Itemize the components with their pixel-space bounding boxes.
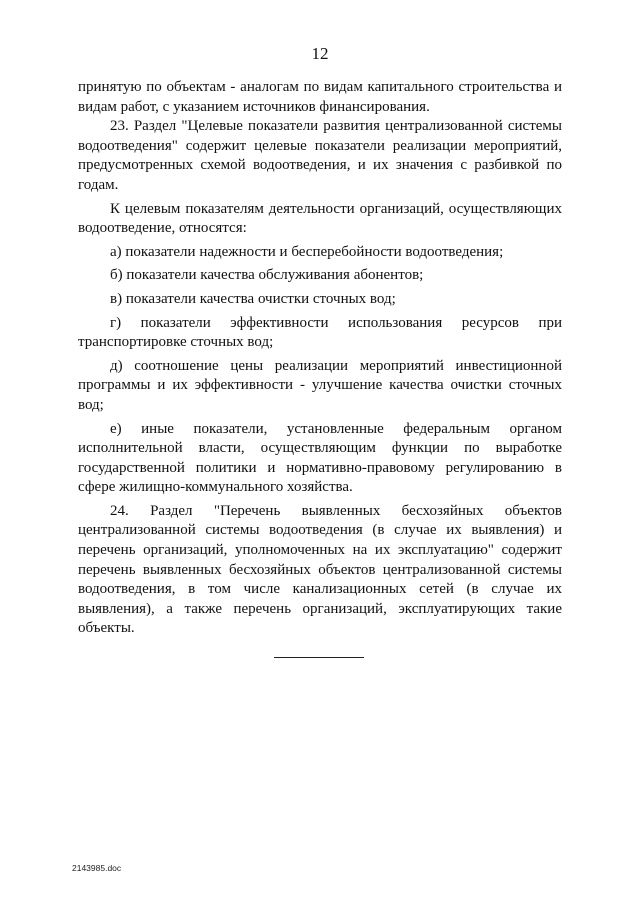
list-item-g: г) показатели эффективности использования ресурсов при транспортировке сточных вод; [78,314,562,351]
list-item-b: б) показатели качества обслуживания абонентов; [110,267,424,284]
end-separator-line [274,657,364,658]
paragraph-section-24: 24. Раздел "Перечень выявленных бесхозяйных объектов централизованной системы водоотведения (в случае их выявления) и перечень организаций, уполномоченных на их эксплуатацию" содержит перечень выявленных бесхозяйных объектов централизованной системы водоотведения, в том числе канализационных сетей (в случае их выявления), а также перечень организаций, эксплуатирующих такие объекты. [78,502,562,637]
paragraph-continuation: принятую по объектам - аналогам по видам капитального строительства и видам работ, с указанием источников финансирования. [78,79,562,115]
paragraph-section-23: 23. Раздел "Целевые показатели развития централизованной системы водоотведения" содержит целевые показатели реализации мероприятий, предусмотренных схемой водоотведения, и их значения с разбивкой по годам. [78,118,562,193]
list-item-e: е) иные показатели, установленные федеральным органом исполнительной власти, осуществляющим функции по выработке государственной политики и нормативно-правовому регулированию в сфере жилищно-коммунального хозяйства. [78,420,562,496]
page-number: 12 [311,44,329,63]
document-file-code: 2143985.doc [72,863,122,873]
document-body [78,78,562,639]
list-item-a: а) показатели надежности и бесперебойности водоотведения; [110,243,504,260]
paragraph-target-indicators-intro: К целевым показателям деятельности организаций, осуществляющих водоотведение, относятся: [78,200,562,237]
list-item-v: в) показатели качества очистки сточных вод; [110,290,396,307]
list-item-d: д) соотношение цены реализации мероприятий инвестиционной программы и их эффективности - улучшение качества очистки сточных вод; [78,357,562,413]
